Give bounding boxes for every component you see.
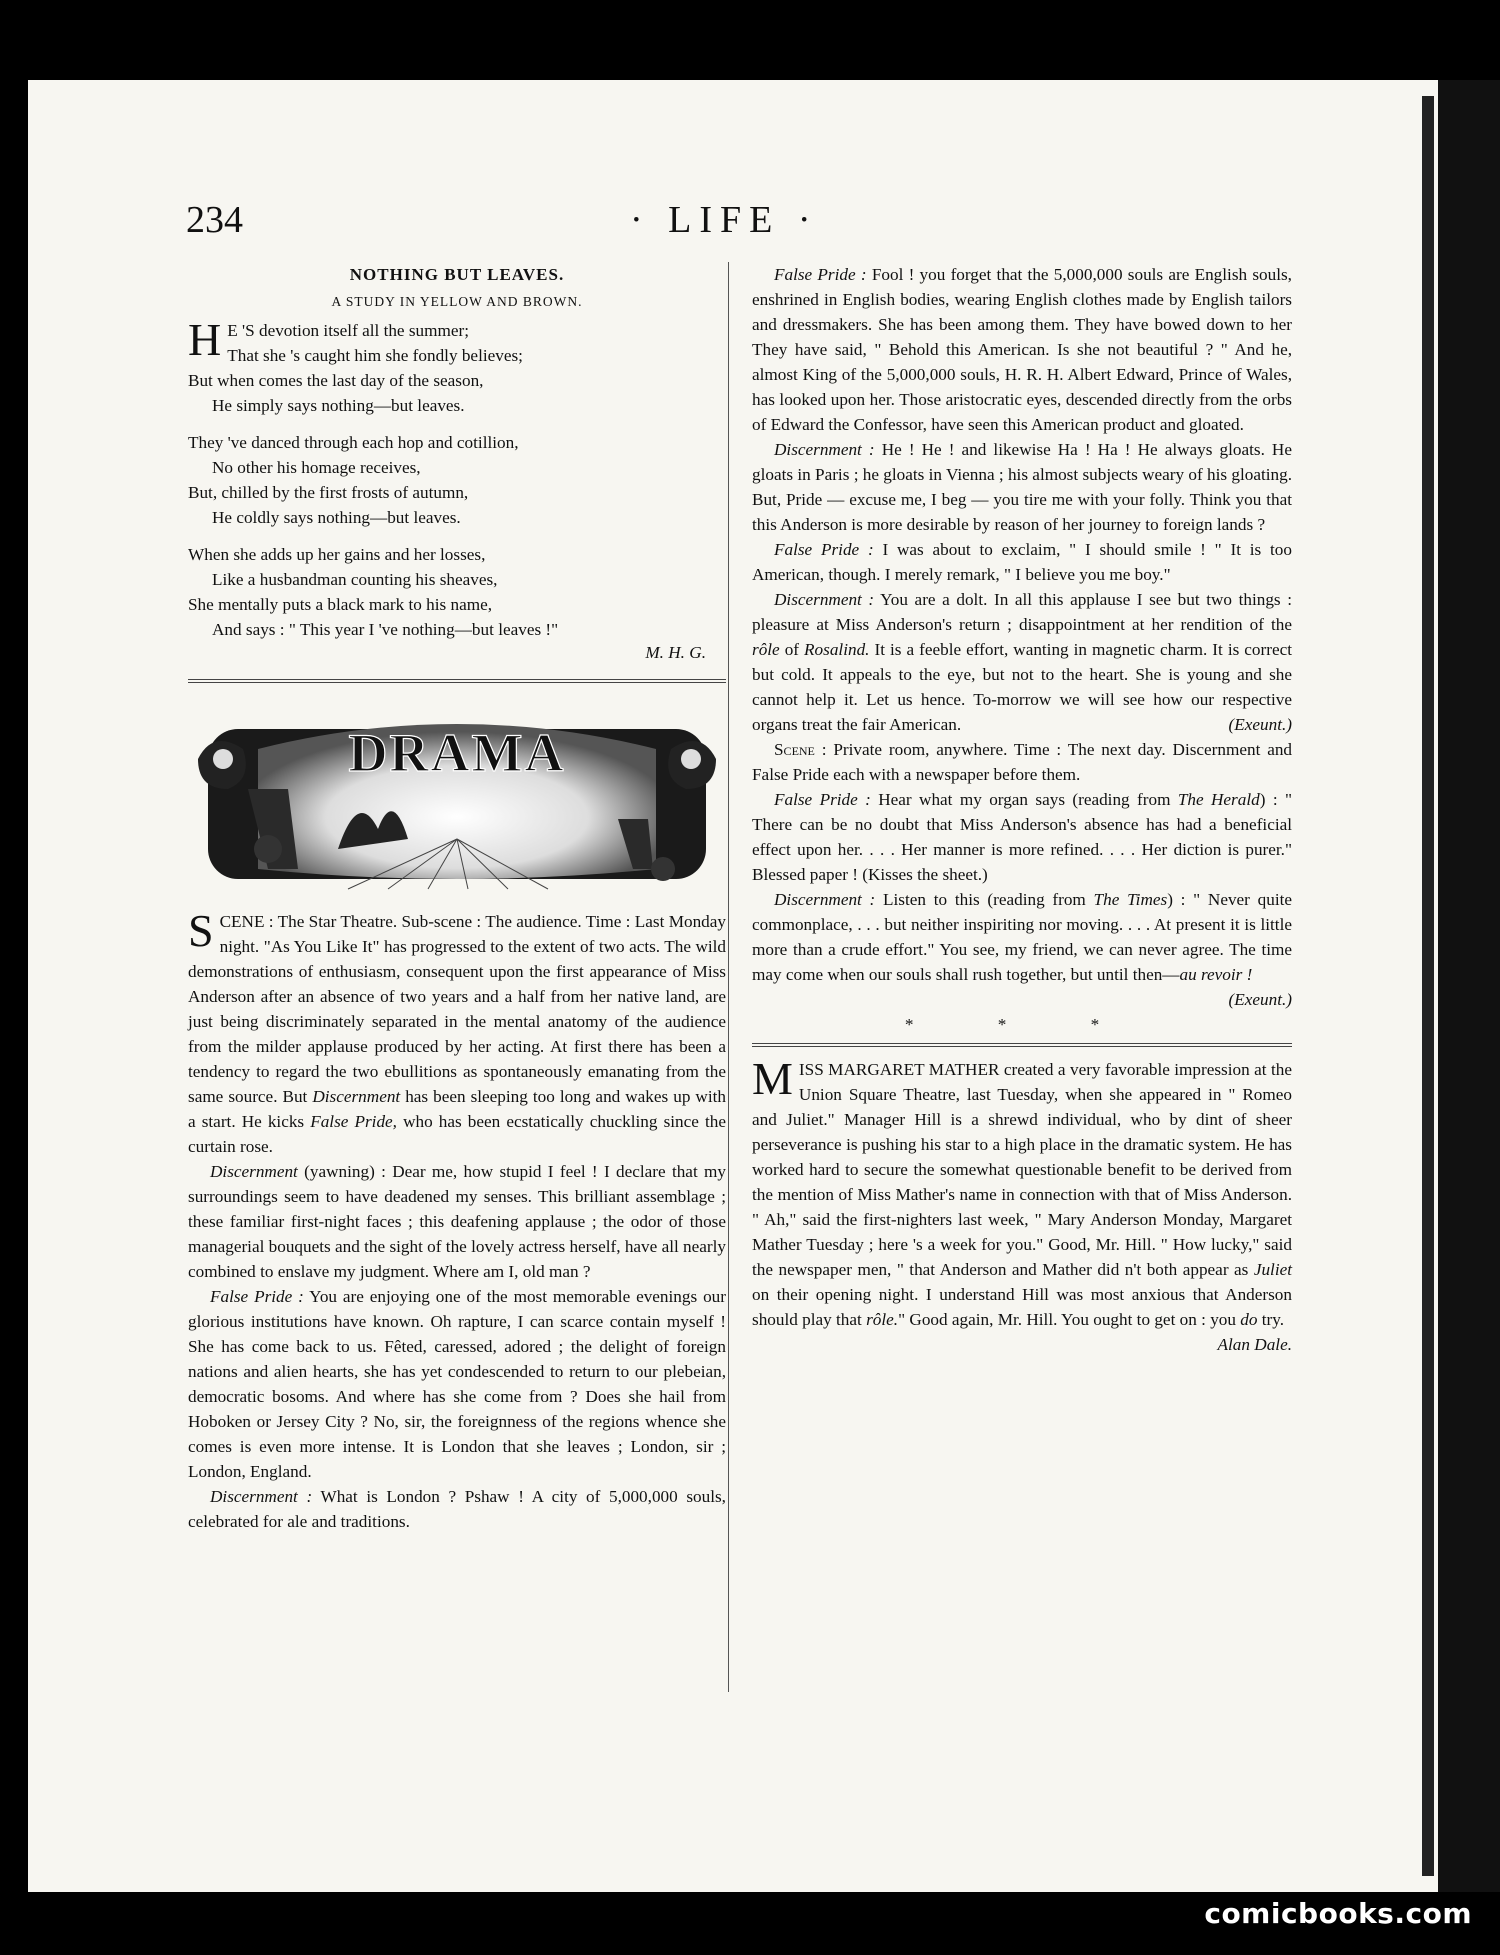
speaker-name: False Pride : <box>210 1287 304 1306</box>
poem-line: No other his homage receives, <box>212 458 421 477</box>
poem-stanza-2 <box>188 430 726 530</box>
drop-cap: S <box>188 905 214 956</box>
column-divider <box>728 262 729 1692</box>
poem-line: He simply says nothing—but leaves. <box>212 396 465 415</box>
speaker-name: False Pride : <box>774 265 867 284</box>
text-run: of <box>784 640 800 659</box>
text-run: It is a feeble effort, wanting in magnetic charm. It is correct but cold. It appeals to the eye, but not to the heart. She is young and she cannot help it. Let us hence. To-morrow we will see how our respective organs treat the fair American. <box>752 640 1292 734</box>
page-edge-strip <box>1422 96 1434 1876</box>
text-run: You are enjoying one of the most memorable evenings our glorious institutions have known. Oh rapture, I can scarce contain myself ! She has come back to us. Fêted, caressed, adored ; the delight of foreign nations and alien hearts, she has yet condescended to return to our plebeian, democratic bosoms. And where has she come from ? Does she hail from Hoboken or Jersey City ? No, sir, the foreignness of the regions whence she comes is even more intense. It is London that she leaves ; London, sir ; London, England. <box>188 1287 726 1481</box>
right-column <box>752 262 1292 1357</box>
scene-label: Scene : <box>774 740 827 759</box>
mather-paragraph <box>752 1053 1293 1354</box>
text-run: What is London ? Pshaw ! A city of 5,000,000 souls, celebrated for ale and traditions. <box>188 1487 726 1531</box>
text-run: on their opening night. I understand Hill was most anxious that Anderson should play that <box>752 1285 1292 1329</box>
poem-line: Like a husbandman counting his sheaves, <box>212 570 498 589</box>
drama-paragraph <box>188 1284 726 1484</box>
speaker-name: Discernment : <box>774 440 875 459</box>
text-run: has been sleeping too long and wakes up with a start. He kicks <box>188 1087 726 1131</box>
drama-paragraph <box>752 787 1292 887</box>
text-run: I was about to exclaim, " I should smile ! " It is too American, though. I merely remark, " I believe you me boy." <box>752 540 1292 584</box>
text-run: Fool ! you forget that the 5,000,000 souls are English souls, enshrined in English bodies, wearing English clothes made by English tailors and dressmakers. She has been among them. They have bowed down to her They have said, " Behold this American. Is she not beautiful ? " And he, almost King of the 5,000,000 souls, H. R. H. Albert Edward, Prince of Wales, has looked upon her. Those aristocratic eyes, descended directly from the orbs of Edward the Confessor, have seen this American product and gloated. <box>752 265 1292 434</box>
text-run: try. <box>1261 1310 1285 1329</box>
poem-signature: M. H. G. <box>645 643 706 662</box>
poem-line: But, chilled by the first frosts of autumn, <box>188 483 469 502</box>
text-run: Private room, anywhere. Time : The next day. Discernment and False Pride each with a newspaper before them. <box>752 740 1293 784</box>
text-run: He ! He ! and likewise Ha ! Ha ! He always gloats. He gloats in Paris ; he gloats in Vienna ; his almost subjects weary of his gloating. But, Pride — excuse me, I beg — you tire me with your folly. Think you that this Anderson is more desirable by reason of her journey to foreign lands ? <box>752 440 1292 534</box>
text-run: Hear what my organ says (reading from <box>878 790 1171 809</box>
text-run: who has been ecstatically chuckling since the curtain rose. <box>188 1112 726 1156</box>
poem-line: And says : " This year I 've nothing—but leaves !" <box>212 620 559 639</box>
poem-subtitle: A STUDY IN YELLOW AND BROWN. <box>331 294 583 309</box>
poem-stanza-1 <box>188 314 726 418</box>
emphasis: rôle <box>752 640 780 659</box>
newspaper-name: The Times <box>1093 890 1168 909</box>
poem-line: They 've danced through each hop and cotillion, <box>188 433 519 452</box>
text-run: ) : " Never quite commonplace, . . . but neither inspiriting nor moving. . . . At present it is little more than a crude effort." You see, my friend, we can never agree. The time may come when our souls shall rush together, but until then— <box>752 890 1292 984</box>
newspaper-name: The Herald <box>1177 790 1260 809</box>
drama-banner-title: DRAMA <box>348 723 566 783</box>
drop-cap: H <box>188 314 222 365</box>
author-signature: Alan Dale. <box>1217 1335 1292 1354</box>
text-run: (yawning) : Dear me, how stupid I feel ! I declare that my surroundings seem to have deadened my senses. This brilliant assemblage ; these familiar first-night faces ; this deafening applause ; the odor of those managerial bouquets and the sight of the lovely actress herself, have all nearly combined to enslave my judgment. Where am I, old man ? <box>188 1162 726 1281</box>
text-run: You are a dolt. In all this applause I see but two things : pleasure at Miss Anderson's return ; disappointment at her rendition of the <box>752 590 1292 634</box>
poem-stanza-3 <box>188 542 726 642</box>
section-rule <box>188 679 726 683</box>
drama-paragraph <box>752 587 1292 737</box>
speaker-name: Discernment <box>312 1087 401 1106</box>
stage-direction: (Exeunt.) <box>1228 990 1292 1009</box>
left-column <box>188 262 726 1534</box>
emphasis: do <box>1240 1310 1258 1329</box>
poem-line: When she adds up her gains and her losses, <box>188 545 486 564</box>
speaker-name: False Pride, <box>310 1112 397 1131</box>
speaker-name: Discernment <box>210 1162 298 1181</box>
text-run: CENE : The Star Theatre. Sub-scene : The audience. Time : Last Monday night. "As You Like It" has progressed to the extent of two acts. The wild demonstrations of enthusiasm, consequent upon the first appearance of Miss Anderson after an absence of two years and a half from her native land, are just being discriminately separated in the mental anatomy of the audience from the milder applause produced by her acting. At first there has been a tendency to regard the two ebullitions as spontaneously emanating from the same source. But <box>188 912 726 1106</box>
poem-line: She mentally puts a black mark to his name, <box>188 595 493 614</box>
poem-line: E 'S devotion itself all the summer; <box>227 321 470 340</box>
stage-direction: (Exeunt.) <box>1228 715 1292 734</box>
drama-paragraph <box>188 905 726 1159</box>
poem-line: That she 's caught him she fondly believes; <box>227 346 523 365</box>
emphasis: rôle. <box>866 1310 899 1329</box>
section-rule <box>752 1043 1292 1047</box>
drama-paragraph <box>752 737 1292 787</box>
watermark: comicbooks.com <box>1204 1897 1472 1930</box>
page-number: 234 <box>186 199 243 241</box>
drama-paragraph <box>752 262 1292 437</box>
drama-paragraph <box>188 1484 726 1534</box>
drama-paragraph <box>752 537 1292 587</box>
poem-line: But when comes the last day of the season, <box>188 371 484 390</box>
emphasis: Juliet <box>1253 1260 1293 1279</box>
text-run: " Good again, Mr. Hill. You ought to get on : you <box>898 1310 1236 1329</box>
drop-cap: M <box>752 1053 793 1104</box>
poem-title: NOTHING BUT LEAVES. <box>349 265 565 284</box>
poem-line: He coldly says nothing—but leaves. <box>212 508 461 527</box>
speaker-name: Discernment : <box>774 590 875 609</box>
section-stars: * * * <box>904 1015 1140 1034</box>
drama-paragraph <box>752 887 1292 1009</box>
text-run: ISS MARGARET MATHER created a very favorable impression at the Union Square Theatre, last Tuesday, when she appeared in " Romeo and Juliet." Manager Hill is a shrewd individual, who by dint of sheer perseverance is pushing his star to a high place in the dramatic system. He has worked hard to secure the somewhat questionable benefit to be derived from the mention of Miss Mather's name in connection with that of Miss Anderson. " Ah," said the first-nighters last week, " Mary Anderson Monday, Margaret Mather Tuesday ; here 's a week for you." Good, Mr. Hill. " How lucky," said the newspaper men, " that Anderson and Mather did n't both appear as <box>752 1060 1292 1279</box>
text-run: Listen to this (reading from <box>883 890 1086 909</box>
speaker-name: Discernment : <box>774 890 876 909</box>
emphasis: Rosalind. <box>804 640 870 659</box>
speaker-name: False Pride : <box>774 790 871 809</box>
masthead: · LIFE · <box>630 199 819 241</box>
scan-border-right <box>1438 80 1500 1892</box>
speaker-name: False Pride : <box>774 540 874 559</box>
drama-banner-illustration <box>188 699 726 895</box>
drama-paragraph <box>188 1159 726 1284</box>
drama-paragraph <box>752 437 1292 537</box>
text-run: ) : " There can be no doubt that Miss Anderson's absence has had a beneficial effect upon her. . . . Her manner is more refined. . . . Her diction is purer." Blessed paper ! (Kisses the sheet.) <box>752 790 1293 884</box>
speaker-name: Discernment : <box>210 1487 313 1506</box>
emphasis: au revoir ! <box>1179 965 1253 984</box>
